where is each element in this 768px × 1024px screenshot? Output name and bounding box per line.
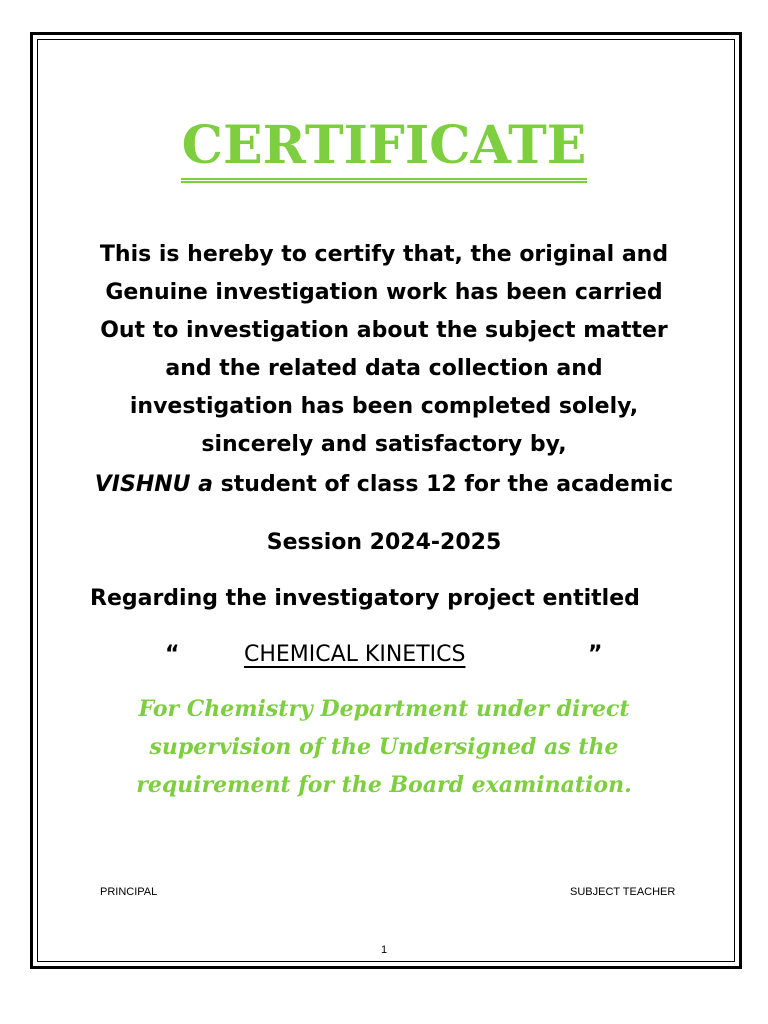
department-line: supervision of the Undersigned as the xyxy=(149,734,619,760)
department-statement xyxy=(60,690,708,804)
certificate-title xyxy=(0,110,768,183)
page-number: 1 xyxy=(380,944,388,956)
open-quote: “ xyxy=(165,642,180,667)
certificate-title-text: CERTIFICATE xyxy=(181,114,588,183)
department-line: requirement for the Board examination. xyxy=(136,772,632,798)
body-line: sincerely and satisfactory by, xyxy=(201,432,567,457)
student-name: VISHNU a xyxy=(94,472,214,497)
subject-teacher-signature-label: SUBJECT TEACHER xyxy=(570,886,676,898)
student-class-text: student of class 12 for the academic xyxy=(213,472,674,497)
body-line: investigation has been completed solely, xyxy=(129,394,639,419)
principal-signature-label: PRINCIPAL xyxy=(100,886,158,898)
student-line xyxy=(60,466,708,504)
academic-session: Session 2024-2025 xyxy=(266,530,502,555)
body-line: Genuine investigation work has been carried xyxy=(105,280,663,305)
department-line: For Chemistry Department under direct xyxy=(138,696,630,722)
project-title: CHEMICAL KINETICS xyxy=(244,642,466,667)
body-line: Out to investigation about the subject matter xyxy=(100,318,668,343)
regarding-line: Regarding the investigatory project entitled xyxy=(90,586,640,611)
certificate-body xyxy=(60,236,708,464)
close-quote: ” xyxy=(588,642,603,667)
body-line: This is hereby to certify that, the original and xyxy=(99,242,669,267)
body-line: and the related data collection and xyxy=(165,356,603,381)
